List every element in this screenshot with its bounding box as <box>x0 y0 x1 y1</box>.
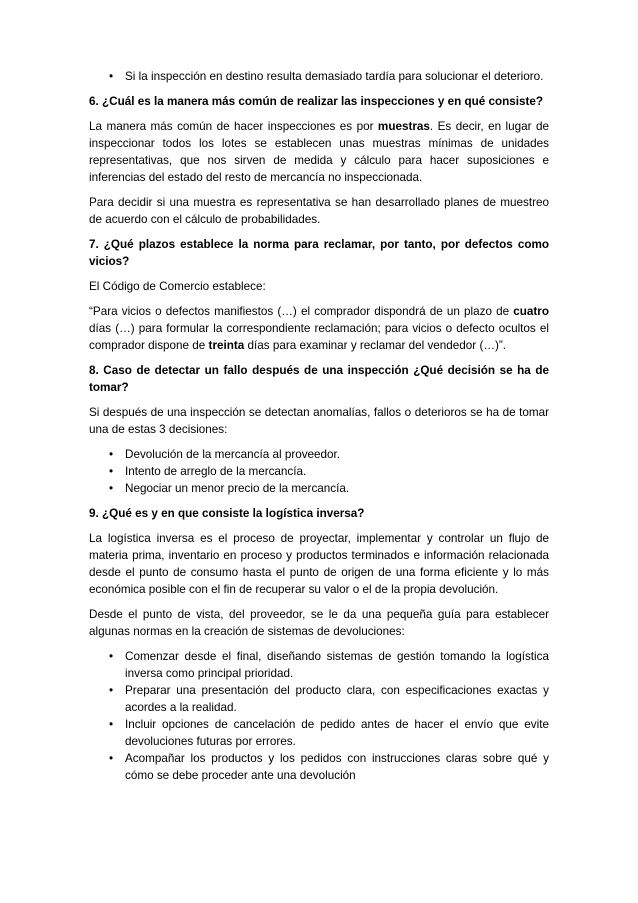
list-item: • Acompañar los productos y los pedidos con instrucciones claras sobre qué y cómo se debe proceder ante una devolución <box>109 752 549 782</box>
list-item: • Negociar un menor precio de la mercancía. <box>109 482 350 495</box>
question-6-paragraph-2: Para decidir si una muestra es representativa se han desarrollado planes de muestreo de acuerdo con el cálculo de probabilidades. <box>89 196 549 226</box>
question-7-heading: 7. ¿Qué plazos establece la norma para reclamar, por tanto, por defectos como vicios? <box>89 238 549 268</box>
question-9-bullet-list <box>89 648 549 784</box>
question-8-heading: 8. Caso de detectar un fallo después de una inspección ¿Qué decisión se ha de tomar? <box>89 364 549 394</box>
list-item: • Devolución de la mercancía al proveedor. <box>109 448 341 461</box>
question-7-quote: “Para vicios o defectos manifiestos (…) el comprador dispondrá de un plazo de cuatro días (…) para formular la correspondiente reclamación; para vicios o defecto ocultos el comprador dispone de treinta días para examinar y reclamar del vendedor (…)”. <box>89 305 549 352</box>
question-7-paragraph-1: El Código de Comercio establece: <box>89 280 266 293</box>
question-9-heading: 9. ¿Qué es y en que consiste la logística inversa? <box>89 507 365 520</box>
question-8-paragraph-1: Si después de una inspección se detectan anomalías, fallos o deterioros se ha de tomar una de estas 3 decisiones: <box>89 406 549 436</box>
question-8-bullet-list <box>89 446 549 497</box>
bullet-icon: • <box>109 684 114 697</box>
bullet-icon: • <box>109 465 114 478</box>
list-item: • Incluir opciones de cancelación de pedido antes de hacer el envío que evite devoluciones futuras por errores. <box>109 718 549 748</box>
bullet-icon: • <box>109 482 114 495</box>
bullet-icon: • <box>109 650 114 663</box>
list-item: • Preparar una presentación del producto clara, con especificaciones exactas y acordes a la realidad. <box>109 684 549 714</box>
bullet-icon: • <box>109 448 114 461</box>
bullet-icon: • <box>109 718 114 731</box>
bullet-icon: • <box>109 70 114 83</box>
question-9-paragraph-2: Desde el punto de vista, del proveedor, se le da una pequeña guía para establecer algunas normas en la creación de sistemas de devoluciones: <box>89 608 549 638</box>
question-6-paragraph-1: La manera más común de hacer inspecciones es por muestras. Es decir, en lugar de inspeccionar todos los lotes se establecen unas muestras mínimas de unidades representativas, que nos sirven de medida y cálculo para hacer suposiciones e inferencias del estado del resto de mercancía no inspeccionada. <box>89 120 549 184</box>
document-page <box>89 68 549 792</box>
bullet-icon: • <box>109 752 114 765</box>
list-item: • Comenzar desde el final, diseñando sistemas de gestión tomando la logística inversa como principal prioridad. <box>109 650 549 680</box>
top-bullet-list <box>89 68 549 85</box>
list-item: • Si la inspección en destino resulta demasiado tardía para solucionar el deterioro. <box>109 70 544 83</box>
question-9-paragraph-1: La logística inversa es el proceso de proyectar, implementar y controlar un flujo de materia prima, inventario en proceso y productos terminados e información relacionada desde el punto de consumo hasta el punto de origen de una forma eficiente y lo más económica posible con el fin de recuperar su valor o el de la propia devolución. <box>89 532 549 596</box>
list-item: • Intento de arreglo de la mercancía. <box>109 465 307 478</box>
question-6-heading: 6. ¿Cuál es la manera más común de realizar las inspecciones y en qué consiste? <box>89 95 544 108</box>
